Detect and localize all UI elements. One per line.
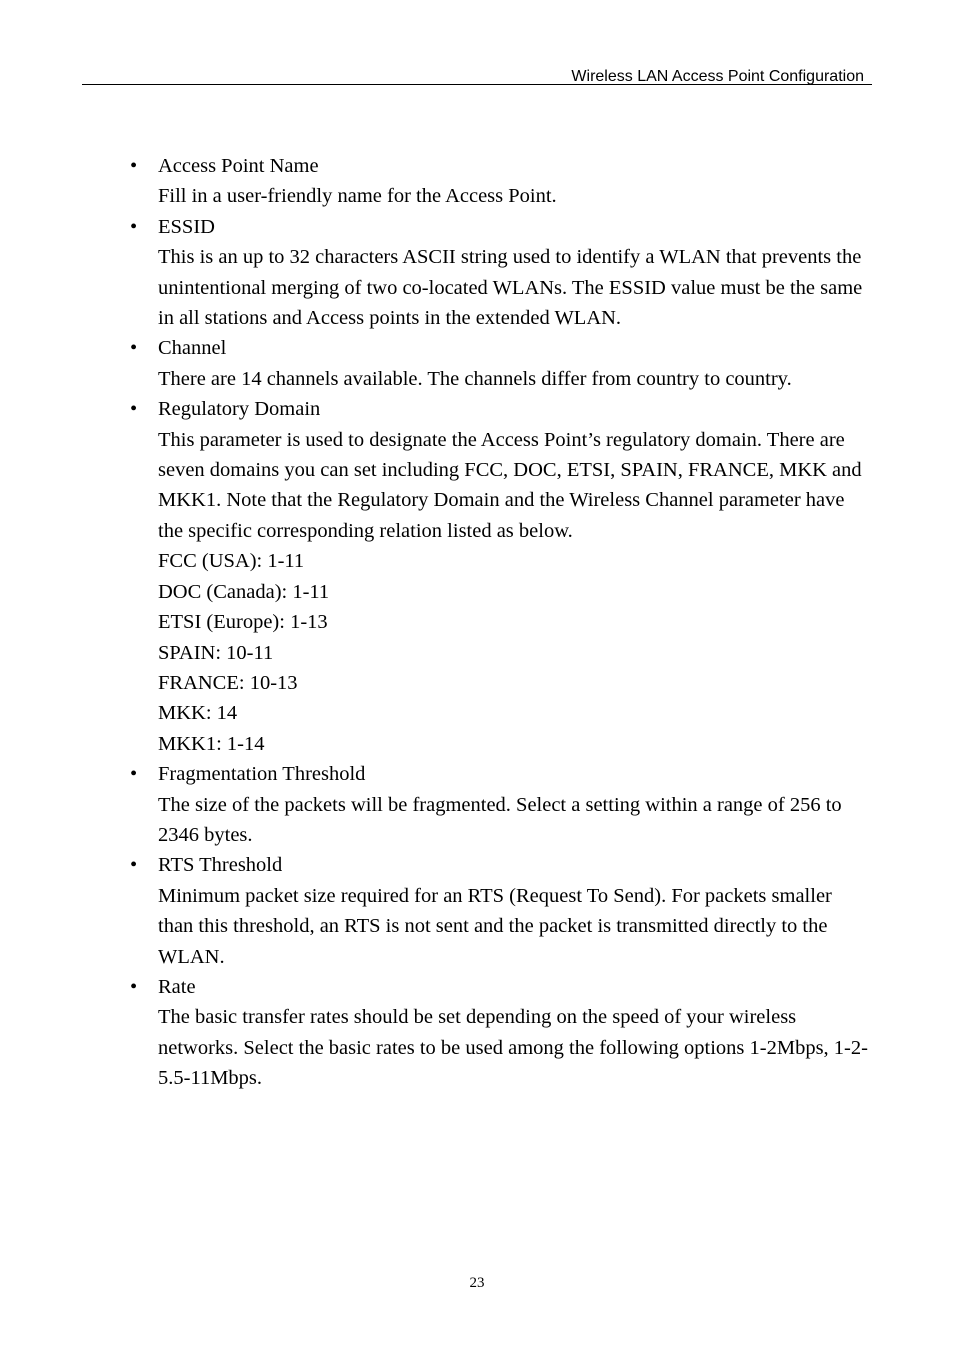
list-item-essid — [130, 212, 870, 334]
list-item-fragmentation-threshold — [130, 759, 870, 850]
list-item-rts-threshold — [130, 850, 870, 972]
item-title: Rate — [158, 975, 196, 998]
list-item-rate — [130, 972, 870, 1094]
item-description: Minimum packet size required for an RTS (Request To Send). For packets smaller than this threshold, an RTS is not sent and the packet is transmitted directly to the WLAN. — [158, 884, 832, 968]
item-title: Regulatory Domain — [158, 398, 321, 421]
bullet-icon: • — [130, 975, 138, 998]
list-item-regulatory-domain — [130, 394, 870, 759]
item-description: This parameter is used to designate the Access Point’s regulatory domain. There are seven domains you can set including FCC, DOC, ETSI, SPAIN, FRANCE, MKK and MKK1. Note that the Regulatory Domain and the Wireless Channel parameter have the specific corresponding relation listed as below. — [158, 428, 862, 542]
item-description: The basic transfer rates should be set depending on the speed of your wireless networks. Select the basic rates to be used among the following options 1-2Mbps, 1-2-5.5-11Mbps. — [158, 1006, 868, 1090]
domain-channel-spain: SPAIN: 10-11 — [158, 641, 274, 664]
domain-channel-doc: DOC (Canada): 1-11 — [158, 580, 330, 603]
main-content — [130, 151, 870, 1094]
item-description: Fill in a user-friendly name for the Access Point. — [158, 185, 557, 208]
domain-channel-list — [158, 546, 870, 759]
list-item-channel — [130, 333, 870, 394]
bullet-icon: • — [130, 854, 138, 877]
domain-channel-france: FRANCE: 10-13 — [158, 671, 298, 694]
item-title: RTS Threshold — [158, 854, 283, 877]
page-number: 23 — [469, 1275, 485, 1291]
item-title: ESSID — [158, 215, 215, 238]
item-description: This is an up to 32 characters ASCII string used to identify a WLAN that prevents the unintentional merging of two co-located WLANs. The ESSID value must be the same in all stations and Access points in the extended WLAN. — [158, 246, 863, 330]
item-title: Access Point Name — [158, 155, 319, 177]
header-rule — [82, 84, 872, 85]
domain-channel-fcc: FCC (USA): 1-11 — [158, 550, 305, 573]
bullet-icon: • — [130, 215, 138, 238]
running-header: Wireless LAN Access Point Configuration — [571, 68, 864, 85]
bullet-icon: • — [130, 337, 138, 360]
domain-channel-mkk: MKK: 14 — [158, 702, 238, 725]
item-description: The size of the packets will be fragmented. Select a setting within a range of 256 to 2346 bytes. — [158, 793, 842, 846]
item-description: There are 14 channels available. The channels differ from country to country. — [158, 367, 792, 390]
bullet-icon: • — [130, 763, 138, 786]
bullet-icon: • — [130, 155, 138, 177]
item-title: Channel — [158, 337, 227, 360]
list-item-access-point-name — [130, 151, 870, 212]
item-title: Fragmentation Threshold — [158, 763, 366, 786]
domain-channel-etsi: ETSI (Europe): 1-13 — [158, 611, 328, 634]
domain-channel-mkk1: MKK1: 1-14 — [158, 732, 265, 755]
bullet-icon: • — [130, 398, 138, 421]
